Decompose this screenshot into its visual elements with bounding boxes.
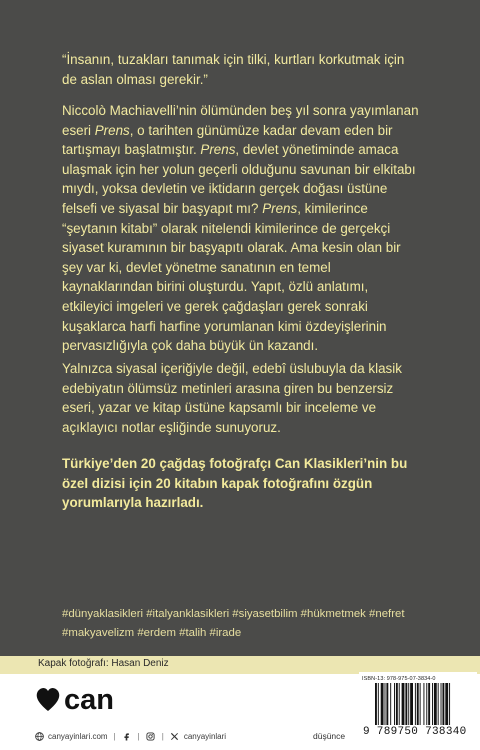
description-paragraph-2 [62, 359, 422, 437]
barcode [375, 683, 475, 725]
p1-part4: , kimilerince “şeytanın kitabı” olarak nitelendi kimilerince de gerçekçi siyaset kuramının bir başyapıtı olarak. Ama kesin olan bir şey var ki, devlet yönetme sanatının en temel kaynaklarından birini oluşturdu. Yapıt, özlü anlatımı, etkileyici imgeleri ve gerek çağdaşları gerek sonraki kuşaklarca harfi harfine yorumlanan kimi özdeyişlerinin pervasızlığıyla çok daha büyük ün kazandı. [62, 200, 401, 354]
series-note [62, 454, 422, 513]
p1-part2: , o tarihten günümüze kadar devam eden bir tartışmayı başlatmıştır. [62, 122, 393, 158]
barcode-bar [390, 683, 391, 725]
barcode-digits: 9 789750 738340 [363, 726, 467, 738]
barcode-bar [442, 683, 444, 725]
barcode-bar [410, 683, 413, 725]
barcode-bar [434, 683, 437, 725]
p1-title-3: Prens [262, 200, 298, 216]
barcode-bar [441, 683, 442, 725]
barcode-bar [423, 683, 424, 725]
p1-title-2: Prens [200, 142, 236, 158]
barcode-bar [415, 683, 416, 725]
x-icon[interactable] [170, 731, 180, 741]
social-handle[interactable]: canyayinlari [183, 731, 227, 741]
barcode-bar [399, 683, 400, 725]
p1-part1: Niccolò Machiavelli’nin ölümünden beş yıl sonra yayımlanan eseri [62, 103, 419, 138]
footer-links [34, 731, 226, 741]
separator: | [161, 731, 164, 741]
barcode-bar [375, 683, 377, 725]
barcode-bar [428, 683, 430, 725]
can-logo [34, 681, 144, 715]
barcode-bar [432, 683, 433, 725]
paragraph-2-text: Yalnızca siyasal içeriğiyle değil, edebî üslubuyla da klasik edebiyatın ölümsüz metinleri arasına giren bu benzersiz eseri, yazar ve kitap üstüne kapsamlı bir inceleme ve açıklayıcı notlar eşliğinde sunuyoruz. [62, 361, 402, 435]
imprint-label: düşünce [313, 731, 346, 741]
website-link[interactable]: canyayinlari.com [48, 731, 108, 741]
barcode-bar [438, 683, 439, 725]
hashtags-line-1: #dünyaklasikleri #italyanklasikleri #siyasetbilim #hükmetmek #nefret [62, 608, 405, 620]
barcode-bar [402, 683, 405, 725]
epigraph-quote [62, 50, 422, 89]
photo-credit: Kapak fotoğrafı: Hasan Deniz [38, 658, 169, 669]
paragraph-1-text [62, 101, 422, 356]
description-paragraph-1 [62, 101, 422, 356]
series-note-text: Türkiye’den 20 çağdaş fotoğrafçı Can Klasikleri’nin bu özel dizisi için 20 kitabın kapak fotoğrafını özgün yorumlarıyla hazırladı. [62, 456, 408, 511]
facebook-icon[interactable] [122, 731, 132, 741]
barcode-bar [381, 683, 384, 725]
barcode-bar [394, 683, 395, 725]
hashtags [62, 605, 432, 643]
barcode-bar [426, 683, 427, 725]
hashtags-line-2: #makyavelizm #erdem #talih #irade [62, 627, 242, 639]
barcode-bar [445, 683, 448, 725]
barcode-bar [408, 683, 409, 725]
barcode-bar [385, 683, 386, 725]
barcode-bar [386, 683, 388, 725]
instagram-icon[interactable] [146, 731, 156, 741]
barcode-bar [396, 683, 398, 725]
separator: | [113, 731, 116, 741]
barcode-bar [405, 683, 407, 725]
globe-icon [34, 731, 44, 741]
logo-wordmark: can [64, 684, 114, 715]
barcode-bar [420, 683, 421, 725]
p1-title-1: Prens [94, 122, 130, 138]
p1-part3: , devlet yönetiminde amaca ulaşmak için her yolun geçerli olduğunu savunan bir elkitabı mıydı, yoksa devletin ve iktidarın gerçek doğası üstüne felsefi ve siyasal bir başyapıt mı? [62, 142, 416, 216]
barcode-bar [417, 683, 419, 725]
separator: | [137, 731, 140, 741]
heart-logo-icon [37, 688, 60, 711]
barcode-bar [449, 683, 450, 725]
isbn-text: ISBN-13: 978-975-07-3834-0 [362, 676, 436, 682]
barcode-bar [378, 683, 379, 725]
quote-text: “İnsanın, tuzakları tanımak için tilki, kurtları korkutmak için de aslan olması gerekir.” [62, 52, 405, 87]
